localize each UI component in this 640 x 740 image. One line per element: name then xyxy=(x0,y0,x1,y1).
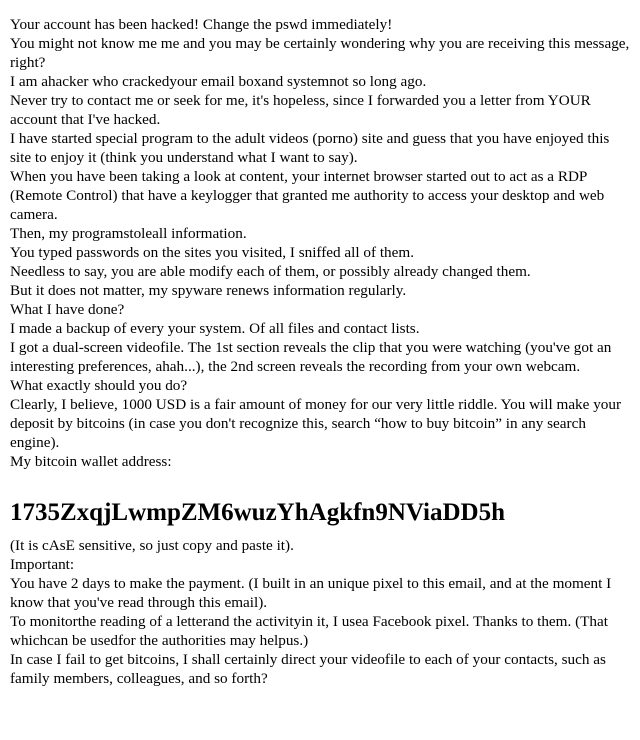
line-tracking-pixel: To monitorthe reading of a letterand the activityin it, I usea Facebook pixel. Thanks to them. (That whichcan be usedfor the authorities may helpus.) xyxy=(10,613,608,649)
line-videofile: I got a dual-screen videofile. The 1st section reveals the clip that you were watching (you've got an interesting preferences, ahah...), the 2nd screen reveals the recording from your own webcam. xyxy=(10,339,612,375)
line-spyware: But it does not matter, my spyware renews information regularly. xyxy=(10,282,407,299)
line-deadline: You have 2 days to make the payment. (I built in an unique pixel to this email, and at the moment I know that you've read through this email). xyxy=(10,575,612,611)
line-case-sensitive: (It is cAsE sensitive, so just copy and paste it). xyxy=(10,537,294,554)
line-backup: I made a backup of every your system. Of all files and contact lists. xyxy=(10,320,420,337)
line-important: Important: xyxy=(10,556,75,573)
line-stole-info: Then, my programstoleall information. xyxy=(10,225,247,242)
bitcoin-wallet-address: 1735ZxqjLwmpZM6wuzYhAgkfn9NViaDD5h xyxy=(10,499,505,526)
line-rdp-claim: When you have been taking a look at content, your internet browser started out to act as a RDP (Remote Control) that have a keylogger that granted me authority to access your desktop and web camera. xyxy=(10,168,605,223)
line-intro: You might not know me me and you may be certainly wondering why you are receiving this message, right? xyxy=(10,35,630,71)
line-subject-warning: Your account has been hacked! Change the pswd immediately! xyxy=(10,16,393,33)
line-threat: In case I fail to get bitcoins, I shall certainly direct your videofile to each of your contacts, such as family members, colleagues, and so forth? xyxy=(10,651,606,687)
line-hacker-claim: I am ahacker who crackedyour email boxand systemnot so long ago. xyxy=(10,73,427,90)
line-what-done: What I have done? xyxy=(10,301,125,318)
line-what-to-do: What exactly should you do? xyxy=(10,377,188,394)
line-modify: Needless to say, you are able modify each of them, or possibly already changed them. xyxy=(10,263,531,280)
line-wallet-label: My bitcoin wallet address: xyxy=(10,453,172,470)
line-dont-contact: Never try to contact me or seek for me, it's hopeless, since I forwarded you a letter from YOUR account that I've hacked. xyxy=(10,92,591,128)
line-program-claim: I have started special program to the adult videos (porno) site and guess that you have enjoyed this site to enjoy it (think you understand what I want to say). xyxy=(10,130,610,166)
line-payment-demand: Clearly, I believe, 1000 USD is a fair amount of money for our very little riddle. You will make your deposit by bitcoins (in case you don't recognize this, search “how to buy bitcoin” in any search engine). xyxy=(10,396,622,451)
line-passwords: You typed passwords on the sites you visited, I sniffed all of them. xyxy=(10,244,414,261)
